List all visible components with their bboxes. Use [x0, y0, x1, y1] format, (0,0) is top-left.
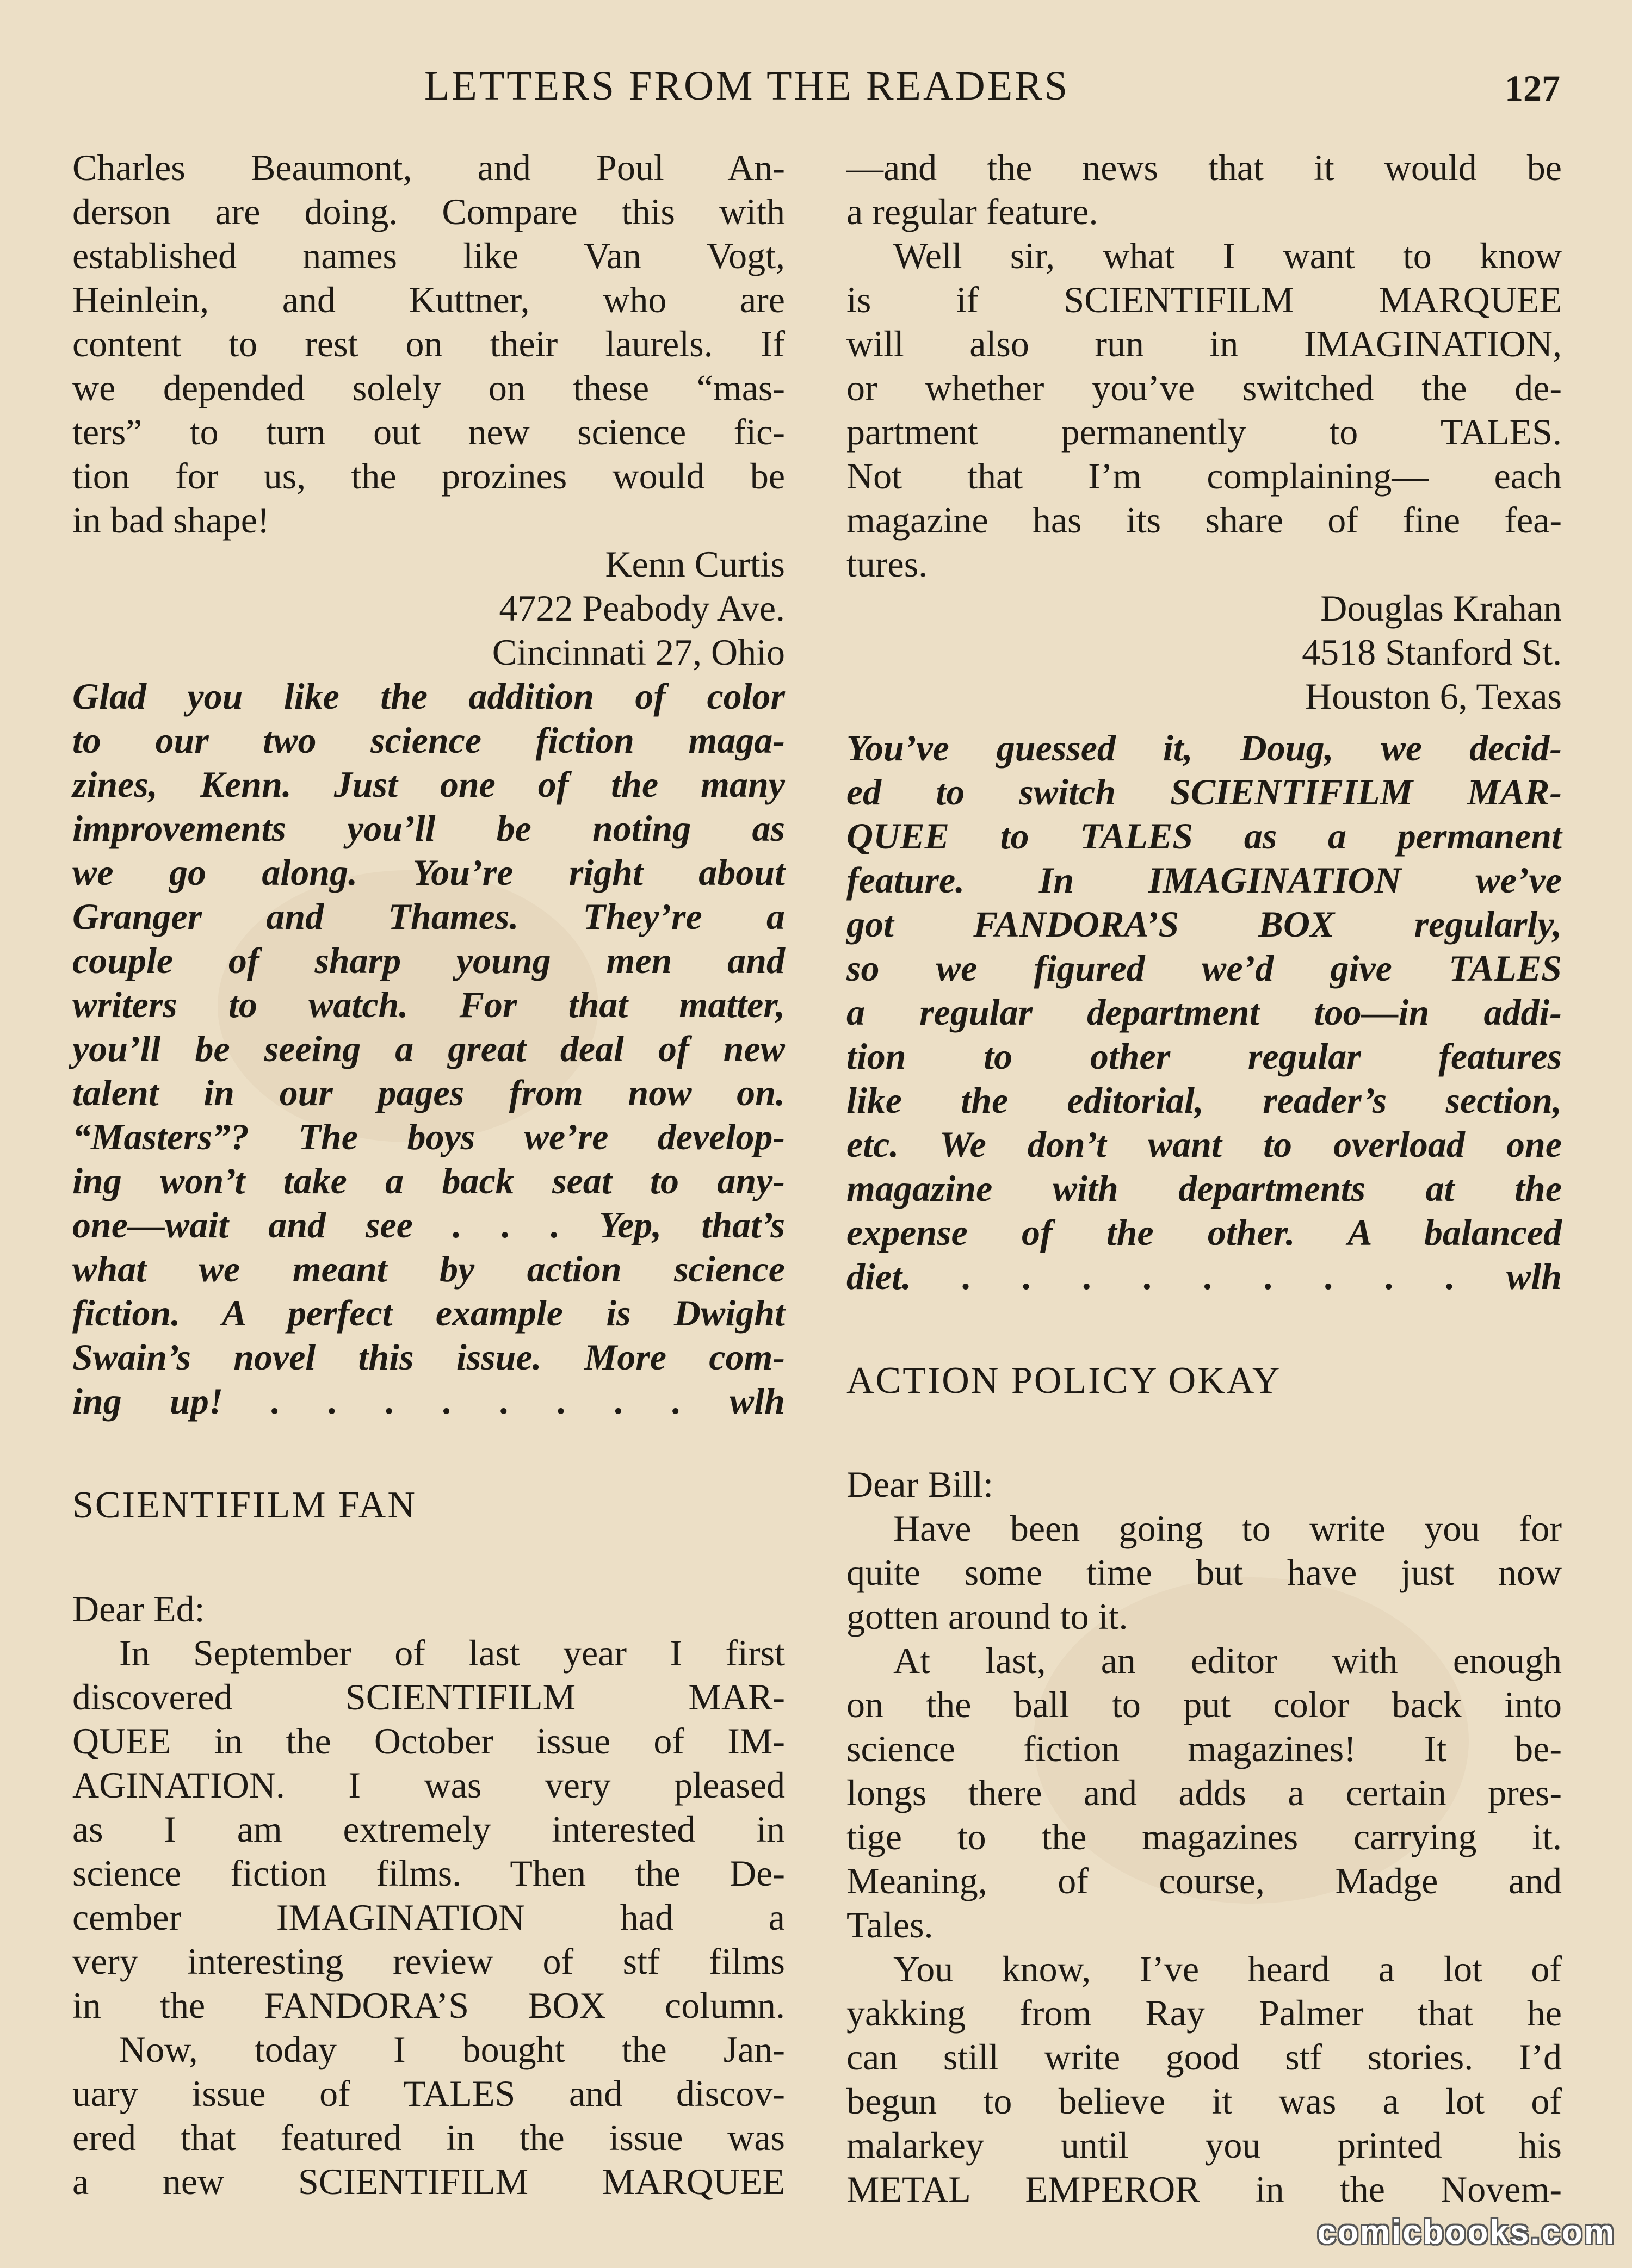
page-header	[0, 59, 1632, 113]
text-line: QUEE in the October issue of IM-	[72, 1720, 785, 1762]
reply-line: one—wait and see . . . Yep, that’s	[72, 1204, 785, 1245]
editor-reply-2	[846, 726, 1562, 1299]
section-heading-scientifilm-fan	[72, 1483, 785, 1527]
signature-city: Cincinnati 27, Ohio	[492, 631, 785, 673]
text-line: At last, an editor with enough	[893, 1640, 1562, 1681]
text-line: AGINATION. I was very pleased	[72, 1764, 785, 1806]
site-watermark: comicbooks.com	[1317, 2214, 1616, 2251]
text-line: we depended solely on these “mas-	[72, 367, 785, 408]
reply-line: expense of the other. A balanced	[846, 1212, 1562, 1253]
text-line: science fiction magazines! It be-	[846, 1728, 1562, 1769]
text-line: or whether you’ve switched the de-	[846, 367, 1562, 408]
text-line: Have been going to write you for	[893, 1508, 1562, 1549]
salutation-dear-bill	[846, 1463, 1562, 1507]
reply-line: etc. We don’t want to overload one	[846, 1124, 1562, 1165]
page-number: 127	[1505, 67, 1560, 109]
text-line: in the FANDORA’S BOX column.	[72, 1985, 785, 2026]
text-line: very interesting review of stf films	[72, 1941, 785, 1982]
reply-line: QUEE to TALES as a permanent	[846, 815, 1562, 857]
text-line: ered that featured in the issue was	[72, 2117, 785, 2158]
reply-line: “Masters”? The boys we’re develop-	[72, 1116, 785, 1157]
text-line: malarkey until you printed his	[846, 2124, 1562, 2166]
text-line: content to rest on their laurels. If	[72, 323, 785, 364]
text-line: science fiction films. Then the De-	[72, 1852, 785, 1894]
signature-kenn-curtis	[72, 542, 785, 674]
text-line: tion for us, the prozines would be	[72, 455, 785, 497]
editor-reply-1	[72, 674, 785, 1423]
signature-city: Houston 6, Texas	[1305, 676, 1562, 717]
signature-name: Kenn Curtis	[605, 543, 785, 585]
letter-2-continuation	[846, 146, 1562, 586]
text-line: in bad shape!	[72, 499, 270, 541]
text-line: Well sir, what I want to know	[893, 235, 1562, 276]
reply-line: You’ve guessed it, Doug, we decid-	[846, 727, 1562, 769]
heading-text: ACTION POLICY OKAY	[846, 1360, 1282, 1402]
text-line: will also run in IMAGINATION,	[846, 323, 1562, 364]
reply-line: ing up! . . . . . . . . wlh	[72, 1380, 785, 1422]
text-line: Not that I’m complaining— each	[846, 455, 1562, 497]
reply-line: you’ll be seeing a great deal of new	[72, 1028, 785, 1069]
reply-line: Glad you like the addition of color	[72, 676, 785, 717]
text-line: derson are doing. Compare this with	[72, 191, 785, 232]
text-line: established names like Van Vogt,	[72, 235, 785, 276]
salutation-dear-ed	[72, 1587, 785, 1631]
reply-line: we go along. You’re right about	[72, 852, 785, 893]
reply-line: to our two science fiction maga-	[72, 720, 785, 761]
reply-line: magazine with departments at the	[846, 1168, 1562, 1209]
text-line: tige to the magazines carrying it.	[846, 1816, 1562, 1857]
section-heading-action-policy-okay	[846, 1359, 1562, 1403]
letter-1-tail	[72, 146, 785, 542]
reply-line: fiction. A perfect example is Dwight	[72, 1292, 785, 1334]
text-line: —and the news that it would be	[846, 147, 1562, 188]
reply-line: a regular department too—in addi-	[846, 992, 1562, 1033]
text-line: a regular feature.	[846, 191, 1098, 232]
text-line: quite some time but have just now	[846, 1552, 1562, 1593]
reply-line: Swain’s novel this issue. More com-	[72, 1336, 785, 1378]
text-line: as I am extremely interested in	[72, 1808, 785, 1850]
reply-line: tion to other regular features	[846, 1036, 1562, 1077]
text-line: Heinlein, and Kuttner, who are	[72, 279, 785, 320]
text-line: magazine has its share of fine fea-	[846, 499, 1562, 541]
text-line: longs there and adds a certain pres-	[846, 1772, 1562, 1813]
reply-line: Granger and Thames. They’re a	[72, 896, 785, 937]
text-line: on the ball to put color back into	[846, 1684, 1562, 1725]
text-line: is if SCIENTIFILM MARQUEE	[846, 279, 1562, 320]
heading-text: SCIENTIFILM FAN	[72, 1484, 417, 1526]
salutation-text: Dear Bill:	[846, 1464, 994, 1505]
reply-line: talent in our pages from now on.	[72, 1072, 785, 1113]
text-line: tures.	[846, 543, 928, 585]
signature-douglas-krahan	[846, 586, 1562, 718]
text-line: yakking from Ray Palmer that he	[846, 1992, 1562, 2034]
reply-line: zines, Kenn. Just one of the many	[72, 764, 785, 805]
reply-line: like the editorial, reader’s section,	[846, 1080, 1562, 1121]
reply-line: ing won’t take a back seat to any-	[72, 1160, 785, 1201]
signature-address: 4722 Peabody Ave.	[499, 587, 785, 629]
text-line: gotten around to it.	[846, 1596, 1128, 1637]
text-line: partment permanently to TALES.	[846, 411, 1562, 453]
text-line: ters” to turn out new science fic-	[72, 411, 785, 453]
reply-line: writers to watch. For that matter,	[72, 984, 785, 1025]
reply-line: couple of sharp young men and	[72, 940, 785, 981]
reply-line: diet. . . . . . . . . . wlh	[846, 1256, 1562, 1297]
text-line: a new SCIENTIFILM MARQUEE	[72, 2161, 785, 2202]
letter-3-body	[846, 1507, 1562, 2211]
signature-name: Douglas Krahan	[1320, 587, 1562, 629]
letter-2-body	[72, 1631, 785, 2204]
text-line: discovered SCIENTIFILM MAR-	[72, 1676, 785, 1718]
reply-line: what we meant by action science	[72, 1248, 785, 1290]
reply-line: got FANDORA’S BOX regularly,	[846, 903, 1562, 945]
text-line: Now, today I bought the Jan-	[119, 2029, 785, 2070]
signature-address: 4518 Stanford St.	[1302, 631, 1562, 673]
text-line: uary issue of TALES and discov-	[72, 2073, 785, 2114]
salutation-text: Dear Ed:	[72, 1588, 205, 1629]
text-line: In September of last year I first	[119, 1632, 785, 1674]
reply-line: so we figured we’d give TALES	[846, 947, 1562, 989]
text-line: can still write good stf stories. I’d	[846, 2036, 1562, 2078]
right-column	[846, 146, 1562, 2211]
text-line: METAL EMPEROR in the Novem-	[846, 2168, 1562, 2210]
text-line: Charles Beaumont, and Poul An-	[72, 147, 785, 188]
reply-line: feature. In IMAGINATION we’ve	[846, 859, 1562, 901]
text-line: begun to believe it was a lot of	[846, 2080, 1562, 2122]
running-title: LETTERS FROM THE READERS	[424, 63, 1070, 109]
reply-line: ed to switch SCIENTIFILM MAR-	[846, 771, 1562, 813]
reply-line: improvements you’ll be noting as	[72, 808, 785, 849]
left-column	[72, 146, 785, 2204]
text-line: Meaning, of course, Madge and	[846, 1860, 1562, 1901]
text-line: Tales.	[846, 1904, 934, 1945]
text-line: You know, I’ve heard a lot of	[893, 1948, 1562, 1990]
text-line: cember IMAGINATION had a	[72, 1897, 785, 1938]
